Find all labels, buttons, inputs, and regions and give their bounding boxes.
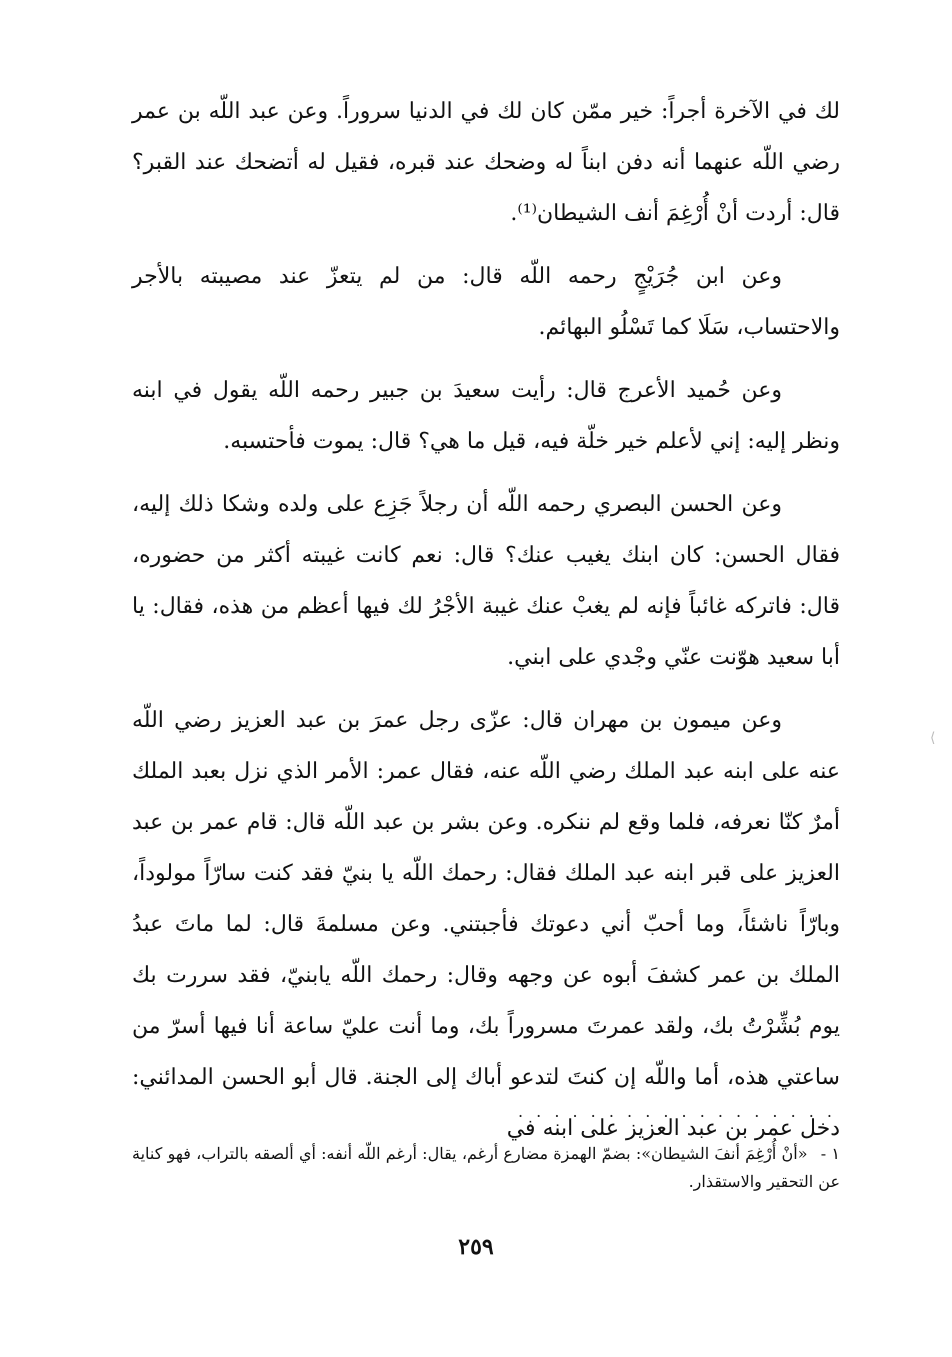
paragraph-3: وعن حُميد الأعرج قال: رأيت سعيدَ بن جبير رحمه اللّه يقول في ابنه ونظر إليه: إني لأعلم خير خلّة فيه، قيل ما هي؟ قال: يموت فأحتسبه.	[132, 378, 840, 454]
main-text	[132, 86, 840, 1166]
paragraph-5: وعن ميمون بن مهران قال: عزّى رجل عمرَ بن عبد العزيز رضي اللّه عنه على ابنه عبد الملك رضي اللّه عنه، فقال عمر: الأمر الذي نزل بعبد الملك أمرٌ كنّا نعرفه، فلما وقع لم ننكره. وعن بشر بن عبد اللّه قال: قام عمر بن عبد العزيز على قبر ابنه عبد الملك فقال: رحمك اللّه يا بنيّ فقد كنت سارّاً مولوداً، وبارّاً ناشئاً، وما أحبّ أني دعوتك فأجبتني. وعن مسلمةَ قال: لما ماتَ عبدُ الملك بن عمر كشفَ أبوه عن وجهه وقال: رحمك اللّه يابنيّ، فقد سررت بك يوم بُشِّرْتُ بك، ولقد عمرتَ مسروراً بك، وما أنت عليّ ساعة أنا فيها أسرّ من ساعتي هذه، أما واللّه إن كنتَ لتدعو أباك إلى الجنة. قال أبو الحسن المدائني: دخل عمر بن عبد العزيز على ابنه في	[132, 708, 840, 1141]
footnote-number: ١ -	[820, 1144, 840, 1163]
paragraph-4: وعن الحسن البصري رحمه اللّه أن رجلاً جَزِع على ولده وشكا ذلك إليه، فقال الحسن: كان ابنك يغيب عنك؟ قال: نعم كانت غيبته أكثر من حضوره، قال: فاتركه غائباً فإنه لم يغبْ عنك غيبة الأجْرُ لك فيها أعظم من هذه، فقال: يا أبا سعيد هوّنت عنّي وجْدي على ابني.	[132, 492, 840, 670]
paragraph-1: لك في الآخرة أجراً: خير ممّن كان لك في الدنيا سروراً. وعن عبد اللّه بن عمر رضي اللّه عنهما أنه دفن ابناً له وضحك عند قبره، فقيل له أتضحك عند القبر؟ قال: أردت أنْ أُرْغِمَ أنف الشيطان⁽¹⁾.	[132, 99, 840, 226]
footnote-separator: . . . . . . . . . . . . . . . . . .	[517, 1102, 836, 1121]
footnote	[132, 1140, 840, 1196]
page-number: ٢٥٩	[458, 1234, 494, 1260]
paragraph-2: وعن ابن جُرَيْجٍ رحمه اللّه قال: من لم يتعزّ عند مصيبته بالأجر والاحتساب، سَلَا كما تَسْلُو البهائم.	[132, 264, 840, 340]
scan-artifact-mark: ⟨	[930, 730, 936, 746]
footnote-text: «أنْ أُرْغِمَ أنفَ الشيطان»: بضمّ الهمزة مضارع أرغم، يقال: أرغم اللّه أنفه: أي ألصقه بالتراب، فهو كناية عن التحقير والاستقذار.	[132, 1144, 840, 1191]
